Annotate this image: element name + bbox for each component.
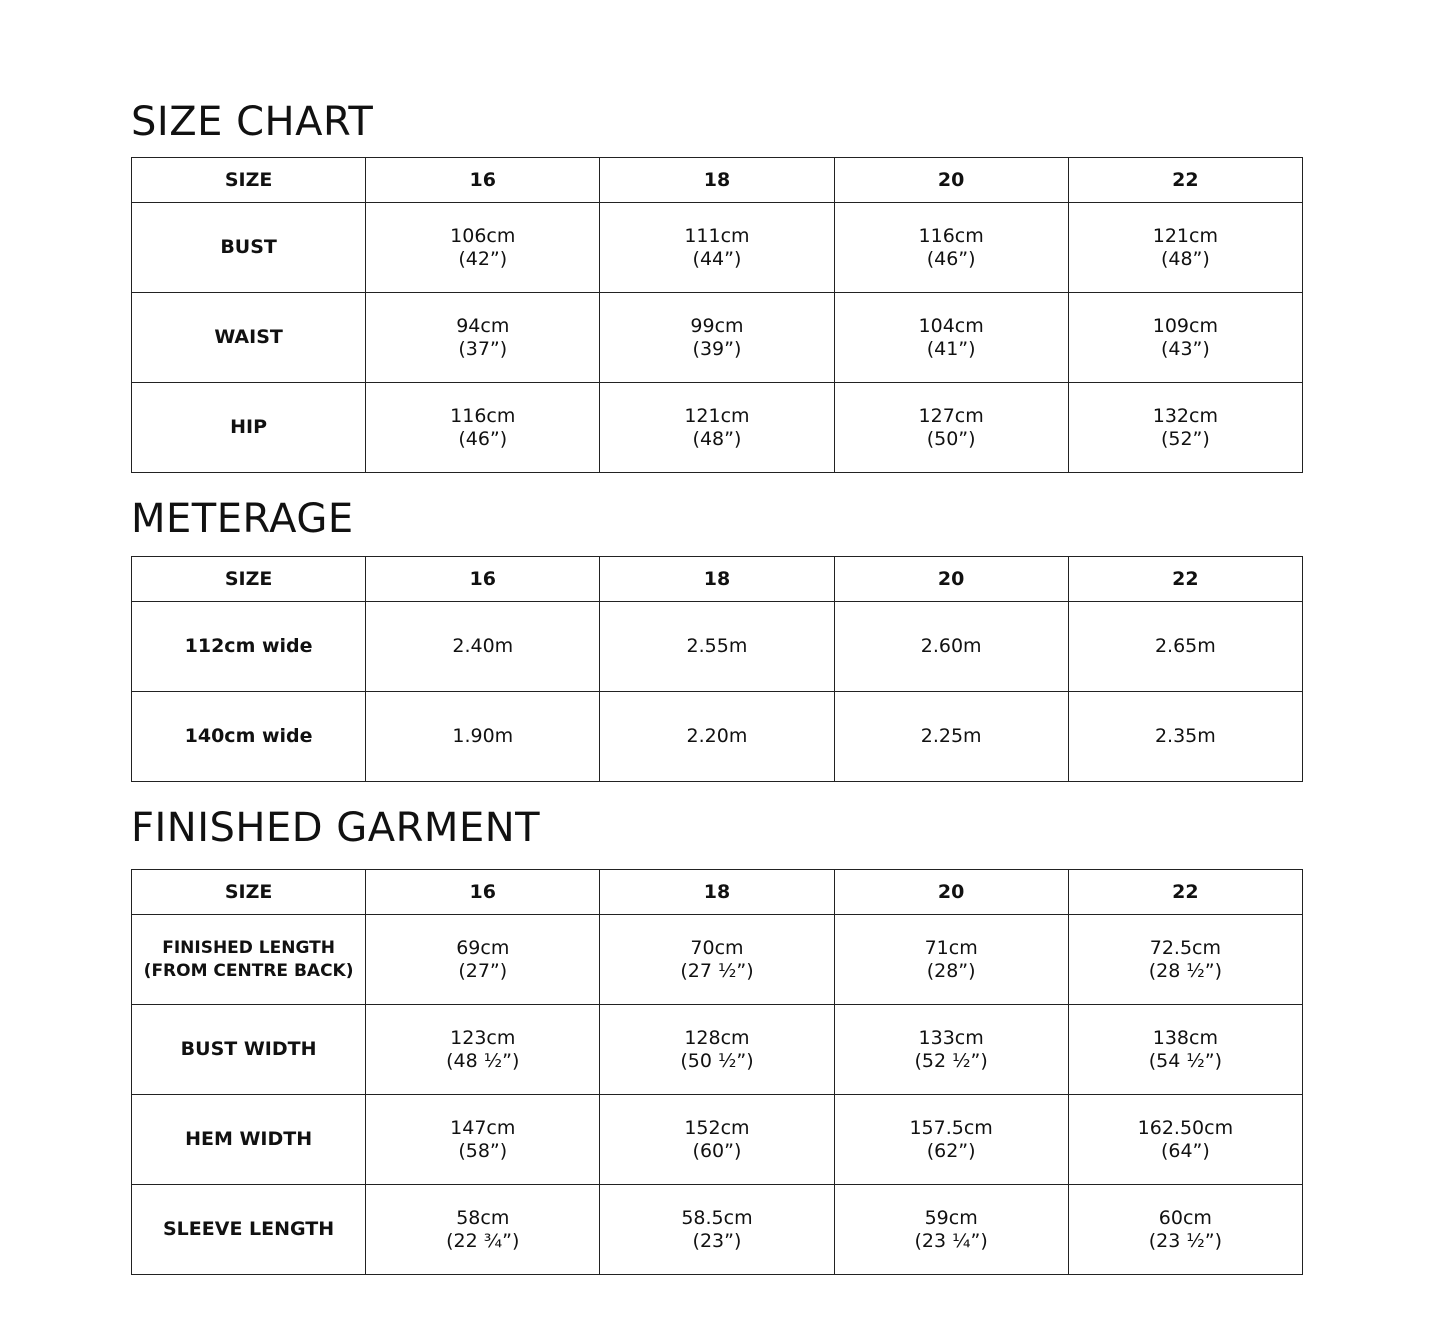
meterage-table bbox=[131, 556, 1303, 782]
table-row bbox=[132, 915, 1303, 1005]
table-cell bbox=[366, 383, 600, 473]
cm-value: 116cm bbox=[450, 404, 516, 427]
header-cell: 18 bbox=[600, 870, 834, 915]
inch-value: (41”) bbox=[926, 337, 976, 360]
inch-value: (27”) bbox=[458, 959, 508, 982]
cm-value: 58cm bbox=[456, 1206, 510, 1229]
table-cell bbox=[1068, 293, 1302, 383]
finished-garment-table bbox=[131, 869, 1303, 1275]
cm-value: 106cm bbox=[450, 224, 516, 247]
table-row bbox=[132, 383, 1303, 473]
cm-value: 121cm bbox=[1152, 224, 1218, 247]
table-row bbox=[132, 692, 1303, 782]
table-cell bbox=[1068, 383, 1302, 473]
inch-value: (48”) bbox=[1160, 247, 1210, 270]
row-label: BUST bbox=[132, 203, 366, 293]
table-cell bbox=[600, 1095, 834, 1185]
inch-value: (27 ½”) bbox=[680, 959, 754, 982]
inch-value: (50 ½”) bbox=[680, 1049, 754, 1072]
header-cell: SIZE bbox=[132, 870, 366, 915]
cm-value: 99cm bbox=[690, 314, 744, 337]
inch-value: (42”) bbox=[458, 247, 508, 270]
finished-garment-title: FINISHED GARMENT bbox=[131, 805, 541, 851]
table-cell bbox=[834, 293, 1068, 383]
table-cell bbox=[600, 203, 834, 293]
table-cell: 2.55m bbox=[600, 602, 834, 692]
header-cell: 20 bbox=[834, 870, 1068, 915]
inch-value: (43”) bbox=[1160, 337, 1210, 360]
row-label: 140cm wide bbox=[132, 692, 366, 782]
inch-value: (37”) bbox=[458, 337, 508, 360]
table-cell bbox=[366, 915, 600, 1005]
cm-value: 121cm bbox=[684, 404, 750, 427]
inch-value: (23 ¼”) bbox=[914, 1229, 988, 1252]
row-label: BUST WIDTH bbox=[132, 1005, 366, 1095]
table-cell: 2.60m bbox=[834, 602, 1068, 692]
table-cell bbox=[1068, 1185, 1302, 1275]
cm-value: 94cm bbox=[456, 314, 510, 337]
table-header-row bbox=[132, 158, 1303, 203]
cm-value: 133cm bbox=[918, 1026, 984, 1049]
cm-value: 109cm bbox=[1152, 314, 1218, 337]
table-row bbox=[132, 293, 1303, 383]
cm-value: 152cm bbox=[684, 1116, 750, 1139]
table-header-row bbox=[132, 557, 1303, 602]
inch-value: (50”) bbox=[926, 427, 976, 450]
table-cell bbox=[600, 915, 834, 1005]
header-cell: 16 bbox=[366, 557, 600, 602]
cm-value: 58.5cm bbox=[681, 1206, 753, 1229]
header-cell: SIZE bbox=[132, 158, 366, 203]
inch-value: (28”) bbox=[926, 959, 976, 982]
header-cell: SIZE bbox=[132, 557, 366, 602]
table-cell bbox=[834, 1185, 1068, 1275]
header-cell: 22 bbox=[1068, 870, 1302, 915]
row-label: 112cm wide bbox=[132, 602, 366, 692]
inch-value: (48 ½”) bbox=[446, 1049, 520, 1072]
table-cell bbox=[366, 203, 600, 293]
cm-value: 147cm bbox=[450, 1116, 516, 1139]
cm-value: 132cm bbox=[1152, 404, 1218, 427]
cm-value: 127cm bbox=[918, 404, 984, 427]
header-cell: 20 bbox=[834, 557, 1068, 602]
table-row bbox=[132, 1005, 1303, 1095]
inch-value: (52”) bbox=[1160, 427, 1210, 450]
meterage-title: METERAGE bbox=[131, 496, 354, 542]
inch-value: (52 ½”) bbox=[914, 1049, 988, 1072]
row-label: HIP bbox=[132, 383, 366, 473]
size-chart-title: SIZE CHART bbox=[131, 99, 374, 145]
inch-value: (39”) bbox=[692, 337, 742, 360]
inch-value: (62”) bbox=[926, 1139, 976, 1162]
table-cell: 2.25m bbox=[834, 692, 1068, 782]
table-row bbox=[132, 602, 1303, 692]
header-cell: 20 bbox=[834, 158, 1068, 203]
table-cell bbox=[366, 293, 600, 383]
table-row bbox=[132, 1095, 1303, 1185]
table-cell bbox=[366, 1005, 600, 1095]
row-label-line: (FROM CENTRE BACK) bbox=[143, 960, 354, 981]
cm-value: 69cm bbox=[456, 936, 510, 959]
table-cell bbox=[1068, 1095, 1302, 1185]
table-cell bbox=[600, 293, 834, 383]
inch-value: (48”) bbox=[692, 427, 742, 450]
row-label: WAIST bbox=[132, 293, 366, 383]
header-cell: 22 bbox=[1068, 557, 1302, 602]
table-cell: 2.20m bbox=[600, 692, 834, 782]
cm-value: 111cm bbox=[684, 224, 750, 247]
table-cell bbox=[366, 1095, 600, 1185]
cm-value: 72.5cm bbox=[1149, 936, 1221, 959]
header-cell: 18 bbox=[600, 158, 834, 203]
table-header-row bbox=[132, 870, 1303, 915]
header-cell: 18 bbox=[600, 557, 834, 602]
row-label: HEM WIDTH bbox=[132, 1095, 366, 1185]
cm-value: 59cm bbox=[924, 1206, 978, 1229]
inch-value: (23 ½”) bbox=[1148, 1229, 1223, 1252]
cm-value: 138cm bbox=[1152, 1026, 1218, 1049]
row-label: SLEEVE LENGTH bbox=[132, 1185, 366, 1275]
header-cell: 22 bbox=[1068, 158, 1302, 203]
table-cell bbox=[600, 1005, 834, 1095]
table-cell bbox=[1068, 203, 1302, 293]
inch-value: (58”) bbox=[458, 1139, 508, 1162]
inch-value: (28 ½”) bbox=[1148, 959, 1223, 982]
row-label bbox=[132, 915, 366, 1005]
header-cell: 16 bbox=[366, 158, 600, 203]
table-cell bbox=[834, 1095, 1068, 1185]
inch-value: (44”) bbox=[692, 247, 742, 270]
inch-value: (54 ½”) bbox=[1148, 1049, 1223, 1072]
inch-value: (22 ¾”) bbox=[446, 1229, 520, 1252]
table-cell bbox=[600, 383, 834, 473]
size-chart-table bbox=[131, 157, 1303, 473]
cm-value: 128cm bbox=[684, 1026, 750, 1049]
cm-value: 71cm bbox=[924, 936, 978, 959]
table-cell bbox=[834, 203, 1068, 293]
row-label-line: FINISHED LENGTH bbox=[162, 937, 335, 958]
table-cell: 1.90m bbox=[366, 692, 600, 782]
inch-value: (64”) bbox=[1160, 1139, 1210, 1162]
cm-value: 123cm bbox=[450, 1026, 516, 1049]
inch-value: (46”) bbox=[458, 427, 508, 450]
inch-value: (60”) bbox=[692, 1139, 742, 1162]
table-row bbox=[132, 1185, 1303, 1275]
cm-value: 104cm bbox=[918, 314, 984, 337]
table-cell bbox=[366, 1185, 600, 1275]
table-row bbox=[132, 203, 1303, 293]
table-cell: 2.35m bbox=[1068, 692, 1302, 782]
header-cell: 16 bbox=[366, 870, 600, 915]
cm-value: 70cm bbox=[690, 936, 744, 959]
table-cell bbox=[1068, 1005, 1302, 1095]
table-cell bbox=[834, 383, 1068, 473]
cm-value: 157.5cm bbox=[909, 1116, 993, 1139]
inch-value: (46”) bbox=[926, 247, 976, 270]
inch-value: (23”) bbox=[692, 1229, 742, 1252]
table-cell bbox=[600, 1185, 834, 1275]
cm-value: 60cm bbox=[1158, 1206, 1212, 1229]
cm-value: 162.50cm bbox=[1137, 1116, 1234, 1139]
table-cell bbox=[834, 1005, 1068, 1095]
table-cell: 2.65m bbox=[1068, 602, 1302, 692]
cm-value: 116cm bbox=[918, 224, 984, 247]
table-cell bbox=[834, 915, 1068, 1005]
table-cell bbox=[1068, 915, 1302, 1005]
table-cell: 2.40m bbox=[366, 602, 600, 692]
